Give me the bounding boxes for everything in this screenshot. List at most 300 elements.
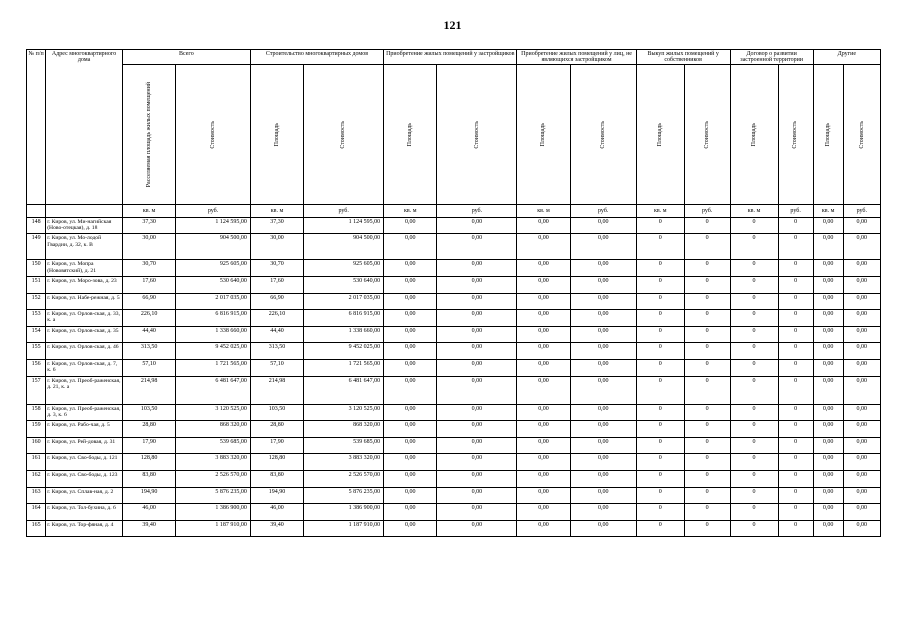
table-row <box>27 376 881 404</box>
col-num-header: № п/п <box>27 50 46 205</box>
unit-area: кв. м <box>517 204 570 217</box>
cell-development-area: 0 <box>730 437 778 454</box>
cell-development-area: 0 <box>730 520 778 537</box>
cell-total-area: 46,00 <box>122 504 175 521</box>
cell-development-cost: 0 <box>778 326 813 343</box>
cell-development-area: 0 <box>730 277 778 294</box>
cell-buyout-cost: 0 <box>684 376 730 404</box>
table-body <box>27 217 881 537</box>
cell-other-cost: 0,00 <box>843 470 880 487</box>
cell-total-cost: 2 526 570,00 <box>176 470 251 487</box>
cell-other-area: 0,00 <box>813 234 843 260</box>
cell-purchase-nondev-cost: 0,00 <box>570 421 636 438</box>
row-address: г. Киров, ул. Ми-нагийская (Ново-отецкая), д. 18 <box>46 217 123 234</box>
table-row <box>27 421 881 438</box>
cell-other-area: 0,00 <box>813 217 843 234</box>
cell-development-cost: 0 <box>778 376 813 404</box>
row-number: 157 <box>27 376 46 404</box>
cell-total-cost: 5 876 235,00 <box>176 487 251 504</box>
cell-purchase-dev-cost: 0,00 <box>437 470 517 487</box>
cell-construction-area: 30,00 <box>250 234 303 260</box>
unit-empty <box>27 204 46 217</box>
cell-purchase-dev-cost: 0,00 <box>437 454 517 471</box>
cell-construction-area: 66,90 <box>250 293 303 310</box>
cell-purchase-nondev-area: 0,00 <box>517 277 570 294</box>
cell-total-area: 28,80 <box>122 421 175 438</box>
cell-construction-area: 83,80 <box>250 470 303 487</box>
cell-total-cost: 539 685,00 <box>176 437 251 454</box>
cell-purchase-dev-area: 0,00 <box>384 504 437 521</box>
row-number: 161 <box>27 454 46 471</box>
sub-header-area: Площадь <box>730 64 778 204</box>
row-number: 148 <box>27 217 46 234</box>
cell-other-area: 0,00 <box>813 293 843 310</box>
cell-development-cost: 0 <box>778 293 813 310</box>
cell-purchase-nondev-cost: 0,00 <box>570 343 636 360</box>
sub-header-cost: Стоимость <box>778 64 813 204</box>
cell-other-cost: 0,00 <box>843 343 880 360</box>
cell-buyout-cost: 0 <box>684 359 730 376</box>
cell-purchase-nondev-cost: 0,00 <box>570 404 636 421</box>
cell-other-cost: 0,00 <box>843 376 880 404</box>
cell-buyout-area: 0 <box>636 376 684 404</box>
cell-total-cost: 1 721 565,00 <box>176 359 251 376</box>
cell-development-area: 0 <box>730 234 778 260</box>
cell-other-area: 0,00 <box>813 310 843 327</box>
row-address: г. Киров, ул. Мо-лодой Гвардии, д. 32, к. В <box>46 234 123 260</box>
cell-purchase-nondev-cost: 0,00 <box>570 293 636 310</box>
cell-total-cost: 3 120 525,00 <box>176 404 251 421</box>
cell-buyout-area: 0 <box>636 234 684 260</box>
cell-construction-cost: 925 605,00 <box>304 260 384 277</box>
table-row <box>27 454 881 471</box>
unit-area: кв. м <box>122 204 175 217</box>
row-address: г. Киров, ул. Преоб-раженская, д. 3, к. 6 <box>46 404 123 421</box>
sub-header-cost: Стоимость <box>176 64 251 204</box>
cell-total-area: 39,40 <box>122 520 175 537</box>
cell-total-area: 83,80 <box>122 470 175 487</box>
cell-development-cost: 0 <box>778 260 813 277</box>
cell-purchase-dev-cost: 0,00 <box>437 234 517 260</box>
cell-other-cost: 0,00 <box>843 520 880 537</box>
cell-purchase-dev-cost: 0,00 <box>437 421 517 438</box>
cell-purchase-dev-area: 0,00 <box>384 359 437 376</box>
row-number: 156 <box>27 359 46 376</box>
table-row <box>27 520 881 537</box>
cell-construction-cost: 9 452 025,00 <box>304 343 384 360</box>
cell-purchase-nondev-cost: 0,00 <box>570 277 636 294</box>
cell-construction-area: 103,50 <box>250 404 303 421</box>
group-header-total: Всего <box>122 50 250 65</box>
cell-other-cost: 0,00 <box>843 326 880 343</box>
cell-purchase-nondev-area: 0,00 <box>517 487 570 504</box>
cell-other-area: 0,00 <box>813 404 843 421</box>
table-row <box>27 293 881 310</box>
cell-total-cost: 6 481 647,00 <box>176 376 251 404</box>
cell-development-cost: 0 <box>778 470 813 487</box>
cell-total-area: 17,60 <box>122 277 175 294</box>
cell-total-area: 66,90 <box>122 293 175 310</box>
cell-development-cost: 0 <box>778 234 813 260</box>
col-address-header: Адрес многоквартирного дома <box>46 50 123 205</box>
cell-purchase-nondev-cost: 0,00 <box>570 437 636 454</box>
cell-buyout-area: 0 <box>636 520 684 537</box>
cell-development-area: 0 <box>730 504 778 521</box>
row-address: г. Киров, ул. Орлов-ская, д. 33, к. а <box>46 310 123 327</box>
cell-purchase-nondev-cost: 0,00 <box>570 234 636 260</box>
cell-buyout-area: 0 <box>636 217 684 234</box>
cell-total-area: 17,90 <box>122 437 175 454</box>
cell-other-area: 0,00 <box>813 520 843 537</box>
sub-header-area: Площадь <box>250 64 303 204</box>
cell-buyout-cost: 0 <box>684 277 730 294</box>
cell-total-cost: 925 605,00 <box>176 260 251 277</box>
row-address: г. Киров, ул. Сво-боды, д. 121 <box>46 454 123 471</box>
cell-buyout-cost: 0 <box>684 487 730 504</box>
cell-construction-area: 194,90 <box>250 487 303 504</box>
cell-purchase-nondev-area: 0,00 <box>517 404 570 421</box>
unit-empty <box>46 204 123 217</box>
cell-purchase-dev-cost: 0,00 <box>437 520 517 537</box>
cell-purchase-dev-cost: 0,00 <box>437 404 517 421</box>
table-row <box>27 404 881 421</box>
cell-purchase-dev-area: 0,00 <box>384 217 437 234</box>
sub-header-area: Площадь <box>636 64 684 204</box>
cell-buyout-cost: 0 <box>684 454 730 471</box>
cell-purchase-nondev-area: 0,00 <box>517 520 570 537</box>
cell-construction-area: 57,10 <box>250 359 303 376</box>
cell-purchase-dev-cost: 0,00 <box>437 293 517 310</box>
cell-total-cost: 1 338 660,00 <box>176 326 251 343</box>
row-number: 159 <box>27 421 46 438</box>
row-address: г. Киров, ул. Орлов-ская, д. 46 <box>46 343 123 360</box>
row-address: г. Киров, ул. Тол-бухина, д. 6 <box>46 504 123 521</box>
cell-total-area: 103,50 <box>122 404 175 421</box>
unit-area: кв. м <box>813 204 843 217</box>
cell-purchase-nondev-cost: 0,00 <box>570 487 636 504</box>
cell-construction-area: 226,10 <box>250 310 303 327</box>
cell-buyout-cost: 0 <box>684 404 730 421</box>
cell-construction-cost: 3 120 525,00 <box>304 404 384 421</box>
header-row-units <box>27 204 881 217</box>
cell-buyout-area: 0 <box>636 359 684 376</box>
sub-header-cost: Стоимость <box>843 64 880 204</box>
cell-buyout-area: 0 <box>636 343 684 360</box>
group-header-purchase-dev: Приобретение жилых помещений у застройщиков <box>384 50 517 65</box>
cell-purchase-dev-area: 0,00 <box>384 343 437 360</box>
cell-total-area: 30,70 <box>122 260 175 277</box>
cell-purchase-nondev-area: 0,00 <box>517 310 570 327</box>
cell-construction-cost: 1 187 910,00 <box>304 520 384 537</box>
cell-buyout-cost: 0 <box>684 470 730 487</box>
cell-purchase-nondev-area: 0,00 <box>517 343 570 360</box>
cell-construction-cost: 539 685,00 <box>304 437 384 454</box>
unit-area: кв. м <box>636 204 684 217</box>
row-number: 150 <box>27 260 46 277</box>
row-address: г. Киров, ул. Рабо-чая, д. 5 <box>46 421 123 438</box>
cell-buyout-cost: 0 <box>684 234 730 260</box>
cell-construction-area: 28,80 <box>250 421 303 438</box>
table-row <box>27 470 881 487</box>
cell-development-area: 0 <box>730 260 778 277</box>
unit-area: кв. м <box>730 204 778 217</box>
cell-purchase-nondev-cost: 0,00 <box>570 217 636 234</box>
unit-area: кв. м <box>384 204 437 217</box>
cell-other-area: 0,00 <box>813 487 843 504</box>
cell-purchase-nondev-area: 0,00 <box>517 293 570 310</box>
cell-construction-area: 46,00 <box>250 504 303 521</box>
cell-total-area: 30,00 <box>122 234 175 260</box>
cell-construction-cost: 3 883 320,00 <box>304 454 384 471</box>
cell-purchase-dev-area: 0,00 <box>384 454 437 471</box>
cell-buyout-area: 0 <box>636 277 684 294</box>
unit-cost: руб. <box>778 204 813 217</box>
cell-development-area: 0 <box>730 421 778 438</box>
row-number: 149 <box>27 234 46 260</box>
row-number: 151 <box>27 277 46 294</box>
cell-buyout-area: 0 <box>636 404 684 421</box>
table-row <box>27 487 881 504</box>
table-row <box>27 260 881 277</box>
cell-purchase-nondev-area: 0,00 <box>517 437 570 454</box>
cell-purchase-dev-cost: 0,00 <box>437 437 517 454</box>
cell-other-cost: 0,00 <box>843 404 880 421</box>
cell-buyout-cost: 0 <box>684 343 730 360</box>
cell-purchase-dev-cost: 0,00 <box>437 343 517 360</box>
cell-purchase-dev-cost: 0,00 <box>437 326 517 343</box>
cell-construction-cost: 868 320,00 <box>304 421 384 438</box>
cell-purchase-nondev-cost: 0,00 <box>570 376 636 404</box>
cell-purchase-dev-cost: 0,00 <box>437 359 517 376</box>
sub-header-cost: Стоимость <box>437 64 517 204</box>
cell-other-cost: 0,00 <box>843 359 880 376</box>
sub-header-cost: Стоимость <box>304 64 384 204</box>
row-number: 164 <box>27 504 46 521</box>
table-row <box>27 326 881 343</box>
cell-purchase-nondev-cost: 0,00 <box>570 326 636 343</box>
cell-purchase-dev-area: 0,00 <box>384 277 437 294</box>
cell-purchase-nondev-cost: 0,00 <box>570 310 636 327</box>
cell-construction-area: 17,90 <box>250 437 303 454</box>
sub-header-area-total: Расселяемая площадь жилых помещений <box>122 64 175 204</box>
cell-buyout-area: 0 <box>636 326 684 343</box>
cell-construction-cost: 6 816 915,00 <box>304 310 384 327</box>
cell-development-cost: 0 <box>778 217 813 234</box>
cell-buyout-area: 0 <box>636 437 684 454</box>
cell-construction-cost: 2 526 570,00 <box>304 470 384 487</box>
cell-other-area: 0,00 <box>813 437 843 454</box>
resettlement-table <box>26 49 881 537</box>
table-row <box>27 504 881 521</box>
cell-other-area: 0,00 <box>813 454 843 471</box>
cell-other-area: 0,00 <box>813 421 843 438</box>
page-number: 121 <box>443 18 462 32</box>
cell-total-cost: 2 017 035,00 <box>176 293 251 310</box>
cell-buyout-cost: 0 <box>684 504 730 521</box>
row-address: г. Киров, ул. Моро-зова, д. 23 <box>46 277 123 294</box>
unit-cost: руб. <box>437 204 517 217</box>
cell-buyout-area: 0 <box>636 421 684 438</box>
cell-other-area: 0,00 <box>813 470 843 487</box>
row-address: г. Киров, ул. Преоб-раженская, д. 21, к. а <box>46 376 123 404</box>
table-row <box>27 217 881 234</box>
row-number: 155 <box>27 343 46 360</box>
row-address: г. Киров, ул. Сплав-ная, д. 2 <box>46 487 123 504</box>
cell-buyout-area: 0 <box>636 293 684 310</box>
group-header-purchase-nondev: Приобретение жилых помещений у лиц, не являющихся застройщиком <box>517 50 636 65</box>
cell-buyout-cost: 0 <box>684 421 730 438</box>
cell-purchase-nondev-cost: 0,00 <box>570 260 636 277</box>
cell-purchase-nondev-cost: 0,00 <box>570 359 636 376</box>
cell-construction-area: 17,60 <box>250 277 303 294</box>
cell-purchase-nondev-area: 0,00 <box>517 217 570 234</box>
cell-purchase-nondev-area: 0,00 <box>517 421 570 438</box>
sub-header-cost: Стоимость <box>570 64 636 204</box>
table-row <box>27 310 881 327</box>
cell-construction-cost: 530 640,00 <box>304 277 384 294</box>
cell-construction-area: 30,70 <box>250 260 303 277</box>
cell-development-cost: 0 <box>778 404 813 421</box>
group-header-buyout: Выкуп жилых помещений у собственников <box>636 50 730 65</box>
row-number: 160 <box>27 437 46 454</box>
unit-cost: руб. <box>304 204 384 217</box>
cell-development-area: 0 <box>730 326 778 343</box>
cell-other-area: 0,00 <box>813 504 843 521</box>
cell-purchase-dev-cost: 0,00 <box>437 260 517 277</box>
cell-total-area: 214,98 <box>122 376 175 404</box>
cell-total-cost: 868 320,00 <box>176 421 251 438</box>
sub-header-cost: Стоимость <box>684 64 730 204</box>
cell-development-area: 0 <box>730 293 778 310</box>
cell-construction-cost: 1 721 565,00 <box>304 359 384 376</box>
row-address: г. Киров, ул. Рей-довая, д. 31 <box>46 437 123 454</box>
unit-cost: руб. <box>843 204 880 217</box>
cell-buyout-area: 0 <box>636 487 684 504</box>
row-number: 152 <box>27 293 46 310</box>
cell-development-cost: 0 <box>778 437 813 454</box>
cell-total-area: 313,50 <box>122 343 175 360</box>
table-row <box>27 277 881 294</box>
cell-buyout-area: 0 <box>636 454 684 471</box>
unit-area: кв. м <box>250 204 303 217</box>
cell-other-area: 0,00 <box>813 260 843 277</box>
sub-header-area: Площадь <box>517 64 570 204</box>
cell-total-area: 37,30 <box>122 217 175 234</box>
sub-header-area: Площадь <box>384 64 437 204</box>
cell-development-area: 0 <box>730 404 778 421</box>
cell-development-area: 0 <box>730 343 778 360</box>
cell-purchase-dev-cost: 0,00 <box>437 376 517 404</box>
cell-development-cost: 0 <box>778 454 813 471</box>
row-address: г. Киров, ул. Набе-режная, д. 5 <box>46 293 123 310</box>
group-header-construction: Строительство многоквартирных домов <box>250 50 383 65</box>
cell-purchase-nondev-area: 0,00 <box>517 260 570 277</box>
cell-total-area: 44,40 <box>122 326 175 343</box>
cell-other-cost: 0,00 <box>843 310 880 327</box>
cell-total-area: 128,80 <box>122 454 175 471</box>
row-number: 154 <box>27 326 46 343</box>
unit-cost: руб. <box>570 204 636 217</box>
cell-purchase-dev-cost: 0,00 <box>437 487 517 504</box>
unit-cost: руб. <box>684 204 730 217</box>
cell-total-cost: 530 640,00 <box>176 277 251 294</box>
cell-other-area: 0,00 <box>813 343 843 360</box>
cell-purchase-nondev-area: 0,00 <box>517 326 570 343</box>
cell-buyout-area: 0 <box>636 504 684 521</box>
cell-purchase-dev-area: 0,00 <box>384 437 437 454</box>
cell-purchase-dev-cost: 0,00 <box>437 504 517 521</box>
cell-purchase-nondev-cost: 0,00 <box>570 504 636 521</box>
cell-total-area: 194,90 <box>122 487 175 504</box>
cell-other-cost: 0,00 <box>843 277 880 294</box>
table-row <box>27 234 881 260</box>
cell-construction-cost: 5 876 235,00 <box>304 487 384 504</box>
cell-construction-area: 214,98 <box>250 376 303 404</box>
cell-total-area: 226,10 <box>122 310 175 327</box>
cell-purchase-dev-area: 0,00 <box>384 421 437 438</box>
header-row-sub <box>27 64 881 204</box>
cell-total-cost: 1 124 595,00 <box>176 217 251 234</box>
group-header-development: Договор о развитии застроенной территории <box>730 50 813 65</box>
cell-purchase-nondev-area: 0,00 <box>517 504 570 521</box>
cell-purchase-nondev-cost: 0,00 <box>570 454 636 471</box>
cell-purchase-nondev-area: 0,00 <box>517 359 570 376</box>
cell-construction-area: 128,80 <box>250 454 303 471</box>
cell-buyout-cost: 0 <box>684 217 730 234</box>
unit-cost: руб. <box>176 204 251 217</box>
cell-total-cost: 1 187 910,00 <box>176 520 251 537</box>
cell-construction-area: 37,30 <box>250 217 303 234</box>
row-address: г. Киров, ул. Орлов-ская, д. 7, к. 6 <box>46 359 123 376</box>
cell-buyout-cost: 0 <box>684 260 730 277</box>
cell-other-cost: 0,00 <box>843 504 880 521</box>
cell-development-cost: 0 <box>778 277 813 294</box>
cell-development-area: 0 <box>730 470 778 487</box>
cell-development-area: 0 <box>730 359 778 376</box>
cell-total-cost: 1 386 900,00 <box>176 504 251 521</box>
cell-development-area: 0 <box>730 310 778 327</box>
cell-total-area: 57,10 <box>122 359 175 376</box>
cell-purchase-dev-area: 0,00 <box>384 404 437 421</box>
cell-purchase-dev-area: 0,00 <box>384 234 437 260</box>
cell-other-cost: 0,00 <box>843 421 880 438</box>
cell-development-cost: 0 <box>778 343 813 360</box>
header-row-groups <box>27 50 881 65</box>
cell-total-cost: 9 452 025,00 <box>176 343 251 360</box>
cell-purchase-dev-area: 0,00 <box>384 520 437 537</box>
cell-purchase-dev-cost: 0,00 <box>437 310 517 327</box>
cell-other-cost: 0,00 <box>843 487 880 504</box>
cell-development-area: 0 <box>730 454 778 471</box>
cell-buyout-cost: 0 <box>684 520 730 537</box>
cell-development-cost: 0 <box>778 421 813 438</box>
table-row <box>27 343 881 360</box>
cell-construction-cost: 1 386 900,00 <box>304 504 384 521</box>
row-number: 158 <box>27 404 46 421</box>
cell-construction-cost: 1 124 595,00 <box>304 217 384 234</box>
cell-buyout-cost: 0 <box>684 293 730 310</box>
cell-buyout-cost: 0 <box>684 310 730 327</box>
row-address: г. Киров, ул. Сво-боды, д. 123 <box>46 470 123 487</box>
cell-buyout-area: 0 <box>636 260 684 277</box>
cell-total-cost: 6 816 915,00 <box>176 310 251 327</box>
cell-total-cost: 3 883 320,00 <box>176 454 251 471</box>
cell-total-cost: 904 500,00 <box>176 234 251 260</box>
cell-development-cost: 0 <box>778 359 813 376</box>
cell-construction-area: 39,40 <box>250 520 303 537</box>
table-row <box>27 437 881 454</box>
cell-development-cost: 0 <box>778 504 813 521</box>
